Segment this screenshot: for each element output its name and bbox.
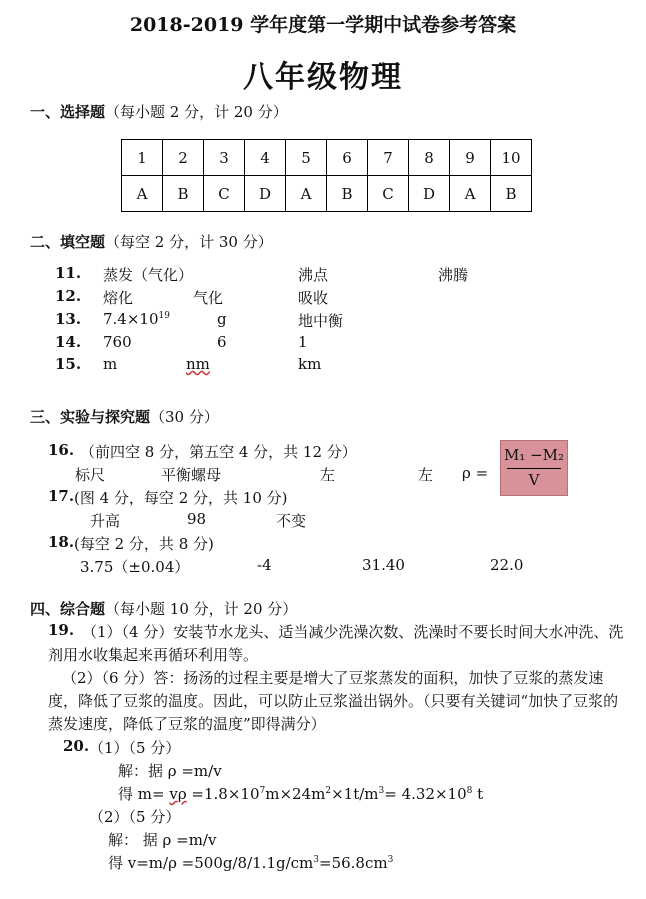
- q13-answer2: g: [217, 310, 227, 328]
- q19-number: 19.: [48, 621, 75, 639]
- q14-answer3: 1: [298, 333, 308, 351]
- q12-answer2: 气化: [193, 289, 224, 307]
- table-cell: 7: [368, 140, 409, 176]
- table-cell: 1: [122, 140, 163, 176]
- document-title: 2018-2019 学年度第一学期中试卷参考答案: [129, 14, 517, 36]
- q13-answer1: [103, 310, 170, 328]
- q18-answer4: 22.0: [490, 556, 524, 574]
- document-subtitle: 八年级物理: [243, 60, 403, 95]
- section1-heading: 一、选择题: [30, 103, 106, 121]
- table-cell: 3: [204, 140, 245, 176]
- formula-fraction-bar: [507, 468, 561, 469]
- table-cell: 2: [163, 140, 204, 176]
- q13-answer1-exponent: 19: [158, 311, 170, 321]
- q18-answer1: 3.75（±0.04）: [80, 558, 190, 576]
- formula-numerator: M₁ −M₂: [503, 446, 565, 464]
- q20-p1-exp3: 3: [378, 786, 385, 796]
- q12-number: 12.: [55, 287, 82, 305]
- table-cell: 8: [409, 140, 450, 176]
- q20-part2-label: （2）（5 分）: [89, 808, 181, 826]
- q18-answer2: -4: [257, 556, 272, 574]
- q14-number: 14.: [55, 333, 82, 351]
- section4-heading-line: [30, 598, 297, 619]
- q20-part1-line1: 解：据 ρ =m/v: [118, 762, 222, 780]
- q12-answer3: 吸收: [298, 289, 329, 307]
- q17-number: 17.: [48, 487, 75, 505]
- section2-heading: 二、填空题: [30, 233, 106, 251]
- table-cell: C: [204, 176, 245, 212]
- q13-answer1-base: 7.4×10: [103, 310, 159, 328]
- q20-number: 20.: [63, 737, 90, 755]
- table-cell: B: [491, 176, 532, 212]
- q20-p1-l2e: ×1t/m: [331, 785, 379, 803]
- section2-heading-line: [30, 231, 273, 252]
- section3-heading: 三、实验与探究题: [30, 408, 151, 426]
- q20-p1-l2a: 得 m=: [118, 785, 165, 803]
- q15-answer2: nm: [186, 355, 210, 373]
- q20-p1-exp4: 8: [466, 786, 473, 796]
- q17-answer3: 不变: [276, 512, 307, 530]
- section3-heading-line: [30, 406, 219, 427]
- table-cell: C: [368, 176, 409, 212]
- q20-part2-line1: 解： 据 ρ =m/v: [108, 831, 217, 849]
- table-cell: 5: [286, 140, 327, 176]
- table-cell: D: [245, 176, 286, 212]
- q20-part1-line2: [118, 783, 483, 804]
- q15-answer1: m: [103, 355, 118, 373]
- q20-part1-label: （1）（5 分）: [89, 739, 181, 757]
- q15-number: 15.: [55, 355, 82, 373]
- answer-table: [121, 139, 532, 212]
- q16-answer1: 标尺: [75, 466, 106, 484]
- q20-p1-exp2: 2: [325, 786, 332, 796]
- q11-answer1: 蒸发（气化）: [103, 266, 194, 284]
- q20-p2-l2a: 得 v=m/ρ =500g/8/1.1g/cm: [108, 854, 314, 872]
- q14-answer1: 760: [103, 333, 132, 351]
- table-cell: B: [163, 176, 204, 212]
- table-cell: D: [409, 176, 450, 212]
- q14-answer2: 6: [217, 333, 227, 351]
- density-formula: [500, 440, 568, 496]
- q18-answer3: 31.40: [362, 556, 405, 574]
- q16-answer3: 左: [320, 466, 336, 484]
- table-cell: 6: [327, 140, 368, 176]
- q20-p2-l2b: =56.8cm: [319, 854, 388, 872]
- section2-note: （每空 2 分，计 30 分）: [105, 233, 273, 251]
- q12-answer1: 熔化: [103, 289, 134, 307]
- q17-note: (图 4 分，每空 2 分，共 10 分): [74, 489, 288, 507]
- q20-p2-exp1: 3: [313, 855, 319, 865]
- section4-heading: 四、综合题: [30, 600, 106, 618]
- section1-note: （每小题 2 分，计 20 分）: [105, 103, 288, 121]
- table-cell: A: [286, 176, 327, 212]
- q15-answer3: km: [298, 355, 322, 373]
- q20-p1-l2b: vρ: [169, 785, 187, 803]
- table-cell: A: [122, 176, 163, 212]
- q19-part2: （2）（6 分）答：扬汤的过程主要是增大了豆浆蒸发的面积，加快了豆浆的蒸发速度，降低了豆浆的温度。因此，可以防止豆浆溢出锅外。（只要有关键词“加快了豆浆的蒸发速度，降低了豆浆的温度”即得满分）: [48, 669, 619, 733]
- q13-number: 13.: [55, 310, 82, 328]
- q20-p1-l2f: = 4.32×10: [384, 785, 467, 803]
- q16-answer4: 左: [418, 466, 434, 484]
- q16-note: （前四空 8 分，第五空 4 分，共 12 分）: [80, 443, 357, 461]
- q20-part2-line2: [108, 852, 393, 873]
- q18-number: 18.: [48, 533, 75, 551]
- q20-p1-l2g: t: [472, 785, 484, 803]
- q16-answer2: 平衡螺母: [161, 466, 222, 484]
- q13-answer3: 地中衡: [298, 312, 344, 330]
- q18-note: (每空 2 分，共 8 分): [74, 535, 214, 553]
- answer-table-numbers-row: [122, 140, 532, 176]
- q11-answer3: 沸腾: [438, 266, 469, 284]
- q11-number: 11.: [55, 264, 82, 282]
- table-cell: 9: [450, 140, 491, 176]
- table-cell: A: [450, 176, 491, 212]
- q20-p1-l2d: m×24m: [265, 785, 326, 803]
- q20-p1-l2c: =1.8×10: [191, 785, 260, 803]
- table-cell: B: [327, 176, 368, 212]
- section3-note: （30 分）: [150, 408, 219, 426]
- q11-answer2: 沸点: [298, 266, 329, 284]
- q20-p2-exp2: 3: [387, 855, 394, 865]
- q20-p1-exp1: 7: [259, 786, 266, 796]
- q16-number: 16.: [48, 441, 75, 459]
- q17-answer2: 98: [187, 510, 207, 528]
- q17-answer1: 升高: [90, 512, 121, 530]
- section4-note: （每小题 10 分，计 20 分）: [105, 600, 298, 618]
- q19-part1: （1）（4 分）安装节水龙头、适当减少洗澡次数、洗澡时不要长时间大水冲洗、洗剂用水收集起来再循环利用等。: [48, 623, 624, 664]
- table-cell: 10: [491, 140, 532, 176]
- section1-heading-line: [30, 101, 288, 122]
- q16-rho-label: ρ =: [462, 464, 489, 482]
- table-cell: 4: [245, 140, 286, 176]
- formula-denominator: V: [528, 471, 540, 489]
- answer-table-answers-row: [122, 176, 532, 212]
